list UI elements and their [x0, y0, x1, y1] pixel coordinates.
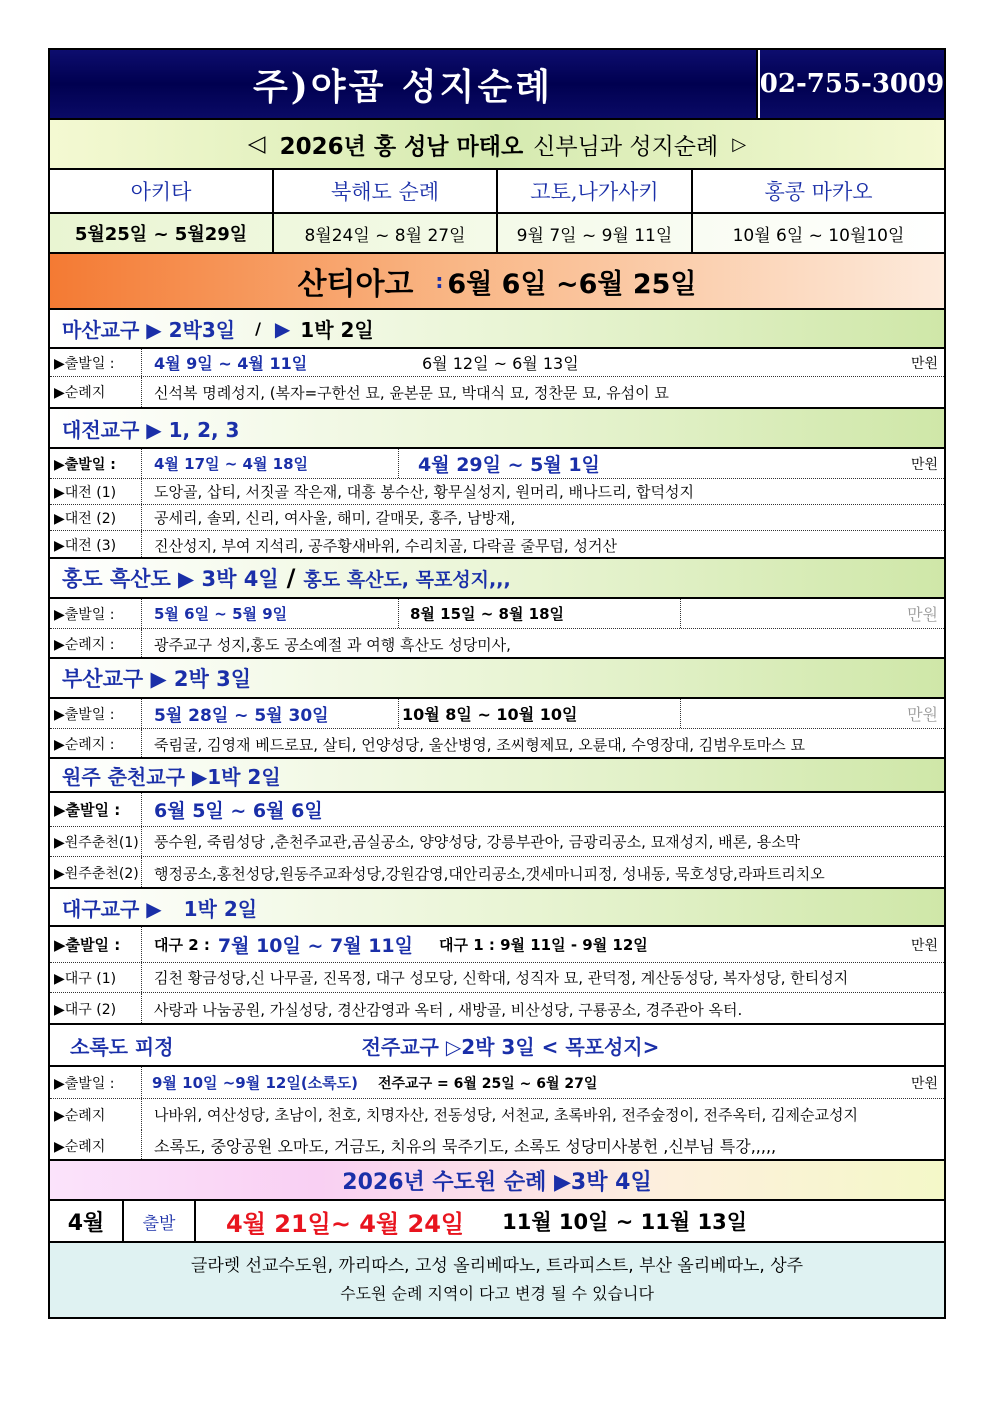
company-title: 주)야곱 성지순례 — [50, 50, 758, 118]
daejeon-line-3 — [50, 531, 944, 559]
daejeon-line-3-label: ▶대전 (3) — [50, 531, 142, 559]
wonju-line-1 — [50, 827, 944, 857]
busan-depart-1: 5월 28일 ~ 5월 30일 — [154, 706, 329, 726]
daejeon-line-3-text: 진산성지, 부여 지석리, 공주황새바위, 수리치골, 다락골 줄무덤, 성거산 — [154, 536, 617, 555]
wonju-line-1-label: ▶원주춘천(1) — [50, 827, 142, 856]
sudowon-title: 2026년 수도원 순례 ▶3박 4일 — [342, 1169, 652, 1195]
masan-depart-1: 4월 9일 ~ 4월 11일 — [154, 354, 308, 373]
daejeon-depart-line — [50, 449, 944, 479]
daejeon-title: 대전교구 ▶ 1, 2, 3 — [62, 417, 240, 442]
trip-names-row — [50, 170, 944, 214]
phone-number[interactable]: 02-755-3009 — [758, 50, 944, 118]
jeonju-depart: 전주교구 = 6월 25일 ~ 6월 27일 — [378, 1075, 598, 1092]
pilgrimage-flyer — [48, 48, 946, 1319]
section-daejeon-header — [50, 409, 944, 449]
daegu-title: 대구교구 ▶ — [62, 896, 162, 921]
trip-dates-row — [50, 214, 944, 254]
busan-depart-2: 10월 8일 ~ 10월 10일 — [402, 705, 578, 724]
sites-label: ▶순례지 — [50, 377, 142, 407]
depart-label: ▶출발일 : — [50, 349, 142, 376]
daejeon-line-2-text: 공세리, 솔뫼, 신리, 여사울, 해미, 갈매못, 홍주, 남방재, — [154, 509, 516, 527]
sorokdo-depart-line — [50, 1067, 944, 1099]
daejeon-divider — [398, 449, 399, 478]
daejeon-depart-1: 4월 17일 ~ 4월 18일 — [154, 455, 309, 473]
depart-label: ▶출발일 : — [50, 1067, 142, 1098]
trip-name-akita: 아키타 — [50, 170, 274, 212]
masan-depart-line — [50, 349, 944, 377]
sorokdo-line-1-label: ▶순례지 — [50, 1099, 142, 1130]
depart-label: ▶출발일 : — [50, 699, 142, 728]
sorokdo-line-2-label: ▶순례지 — [50, 1130, 142, 1161]
wonju-line-2-label: ▶원주춘천(2) — [50, 857, 142, 889]
hongdo-depart-line — [50, 599, 944, 629]
santiago-separator: : — [435, 269, 444, 293]
left-arrow-icon: ◁ — [247, 131, 266, 157]
sorokdo-depart-1: 9월 10일 ~9월 12일(소록도) — [152, 1074, 358, 1092]
daegu-line-2-label: ▶대구 (2) — [50, 993, 142, 1025]
subtitle-light: 신부님과 성지순례 — [533, 133, 719, 160]
daegu-depart-line — [50, 927, 944, 963]
sorokdo-title: 소록도 피정 — [70, 1034, 174, 1059]
jeonju-title: 전주교구 ▷2박 3일 < 목포성지> — [361, 1034, 660, 1059]
sudowon-depart-label: 출발 — [124, 1201, 196, 1241]
depart-label: ▶출발일 : — [50, 449, 142, 478]
trip-dates-akita: 5월25일 ~ 5월29일 — [50, 214, 274, 252]
daegu-line-1 — [50, 963, 944, 993]
daejeon-line-2 — [50, 505, 944, 531]
section-hongdo-body — [50, 599, 944, 659]
masan-sites-line — [50, 377, 944, 407]
trip-dates-goto: 9월 7일 ~ 9월 11일 — [498, 214, 693, 252]
masan-sites: 신석복 명례성지, (복자=구한선 묘, 윤본문 묘, 박대식 묘, 정찬문 묘, 유섬이 묘 — [154, 383, 669, 402]
wonju-title: 원주 춘천교구 ▶1박 2일 — [62, 764, 281, 789]
wonju-line-1-text: 풍수원, 죽림성당 ,춘천주교관,곰실공소, 양양성당, 강릉부관아, 금광리공소, 묘재성지, 배론, 용소막 — [154, 833, 801, 851]
daegu-2-prefix: 대구 2 : — [154, 936, 210, 954]
section-masan-header — [50, 310, 944, 349]
sudowon-dates-row — [50, 1201, 944, 1243]
trip-name-goto: 고토,나가사키 — [498, 170, 693, 212]
masan-depart-2: 6월 12일 ~ 6월 13일 — [422, 354, 579, 373]
depart-label: ▶출발일 : — [50, 599, 142, 628]
trip-dates-hokkaido: 8월24일 ~ 8월 27일 — [274, 214, 498, 252]
sorokdo-line-1 — [50, 1099, 944, 1130]
section-masan-body — [50, 349, 944, 409]
section-sorokdo-body — [50, 1067, 944, 1161]
hongdo-depart-1: 5월 6일 ~ 5월 9일 — [154, 605, 288, 623]
hongdo-divider-1 — [398, 599, 399, 628]
sudowon-note-1: 글라렛 선교수도원, 까리따스, 고성 올리베따노, 트라피스트, 부산 올리베따노, 상주 — [190, 1256, 804, 1276]
sudowon-note-2: 수도원 순례 지역이 다고 변경 될 수 있습니다 — [340, 1284, 654, 1303]
daegu-1-dates: 대구 1 : 9월 11일 - 9월 12일 — [439, 936, 648, 954]
wonju-depart-1: 6월 5일 ~ 6월 6일 — [154, 800, 323, 822]
wonju-line-2-text: 행정공소,홍천성당,원동주교좌성당,강원감영,대안리공소,갯세마니피정, 성내동, 묵호성당,라파트리치오 — [154, 864, 825, 883]
section-sorokdo-header — [50, 1025, 944, 1067]
masan-title-arrow: ▶ — [274, 316, 291, 341]
sorokdo-line-2-text: 소록도, 중앙공원 오마도, 거금도, 치유의 묵주기도, 소록도 성당미사봉헌 ,신부님 특강,,,,, — [154, 1137, 777, 1156]
hongdo-divider-2 — [680, 599, 681, 628]
busan-sites: 죽림굴, 김영재 베드로묘, 살티, 언양성당, 울산병영, 조씨형제묘, 오륜대, 수영장대, 김범우토마스 묘 — [154, 735, 805, 754]
hongdo-depart-2: 8월 15일 ~ 8월 18일 — [410, 605, 565, 623]
sites-label: ▶순례지 : — [50, 729, 142, 759]
section-daegu-body — [50, 927, 944, 1025]
sorokdo-line-1-text: 나바위, 여산성당, 초남이, 천호, 치명자산, 전동성당, 서천교, 초록바위, 전주숲정이, 전주옥터, 김제순교성지 — [154, 1106, 858, 1124]
sudowon-header — [50, 1161, 944, 1201]
depart-label: ▶출발일 : — [50, 793, 142, 826]
santiago-banner — [50, 254, 944, 310]
daegu-title-2: 1박 2일 — [183, 896, 258, 921]
hongdo-title-2: 홍도 흑산도, 목포성지,,, — [303, 568, 511, 591]
busan-depart-line — [50, 699, 944, 729]
right-arrow-icon: ▷ — [732, 133, 747, 155]
section-hongdo-header — [50, 559, 944, 599]
hongdo-won: 만원 — [907, 605, 938, 624]
hongdo-sites-line — [50, 629, 944, 659]
daegu-line-1-text: 김천 황금성당,신 나무골, 진목정, 대구 성모당, 신학대, 성직자 묘, 관덕정, 계산동성당, 복자성당, 한티성지 — [154, 969, 849, 987]
daejeon-line-1-text: 도앙골, 삽티, 서짓골 작은재, 대흥 봉수산, 황무실성지, 원머리, 배나드리, 합덕성지 — [154, 483, 694, 501]
daejeon-line-1 — [50, 479, 944, 505]
daejeon-line-2-label: ▶대전 (2) — [50, 505, 142, 530]
sudowon-dates-1: 4월 21일~ 4월 24일 — [226, 1209, 465, 1238]
daegu-line-1-label: ▶대구 (1) — [50, 963, 142, 992]
daegu-2-dates: 7월 10일 ~ 7월 11일 — [217, 935, 413, 957]
sudowon-month: 4월 — [50, 1201, 124, 1241]
daejeon-line-1-label: ▶대전 (1) — [50, 479, 142, 504]
daegu-line-2-text: 사랑과 나눔공원, 가실성당, 경산감영과 옥터 , 새방골, 비산성당, 구룡공소, 경주관아 옥터. — [154, 1000, 743, 1019]
santiago-dates: 6월 6일 ~6월 25일 — [447, 268, 697, 300]
daegu-line-2 — [50, 993, 944, 1025]
section-daegu-header — [50, 889, 944, 927]
santiago-name: 산티아고 — [297, 267, 414, 302]
sorokdo-won: 만원 — [910, 1075, 938, 1092]
section-wonju-body — [50, 793, 944, 889]
busan-sites-line — [50, 729, 944, 759]
sudowon-note — [50, 1243, 944, 1317]
sorokdo-line-2 — [50, 1130, 944, 1161]
trip-dates-hongkong: 10월 6일 ~ 10월10일 — [732, 225, 905, 246]
sudowon-dates-2: 11월 10일 ~ 11월 13일 — [502, 1210, 747, 1234]
busan-title: 부산교구 ▶ 2박 3일 — [62, 667, 252, 691]
busan-won: 만원 — [907, 705, 938, 724]
section-busan-header — [50, 659, 944, 699]
daejeon-depart-2: 4월 29일 ~ 5월 1일 — [418, 454, 600, 476]
busan-divider-2 — [680, 699, 681, 728]
masan-title-2: 1박 2일 — [300, 318, 374, 342]
sites-label: ▶순례지 : — [50, 629, 142, 659]
daejeon-won: 만원 — [910, 456, 938, 473]
section-daejeon-body — [50, 449, 944, 559]
section-wonju-header — [50, 759, 944, 793]
hongdo-separator: / — [286, 564, 296, 592]
section-busan-body — [50, 699, 944, 759]
trip-name-hongkong: 홍콩 마카오 — [764, 180, 873, 204]
depart-label: ▶출발일 : — [50, 927, 142, 962]
hongdo-sites: 광주교구 성지,홍도 공소예절 과 여행 흑산도 성당미사, — [154, 635, 511, 654]
masan-title: 마산교구 ▶ 2박3일 — [62, 318, 236, 342]
masan-separator: / — [255, 319, 261, 338]
subtitle-bold: 2026년 홍 성남 마태오 — [279, 133, 524, 160]
title-bar — [50, 50, 944, 120]
daegu-won: 만원 — [910, 937, 938, 954]
subtitle-banner — [50, 120, 944, 170]
wonju-line-2 — [50, 857, 944, 889]
hongdo-title: 홍도 흑산도 ▶ 3박 4일 — [62, 567, 279, 591]
masan-won: 만원 — [910, 355, 938, 372]
wonju-depart-line — [50, 793, 944, 827]
busan-divider-1 — [398, 699, 399, 728]
trip-name-hokkaido: 북해도 순례 — [274, 170, 498, 212]
